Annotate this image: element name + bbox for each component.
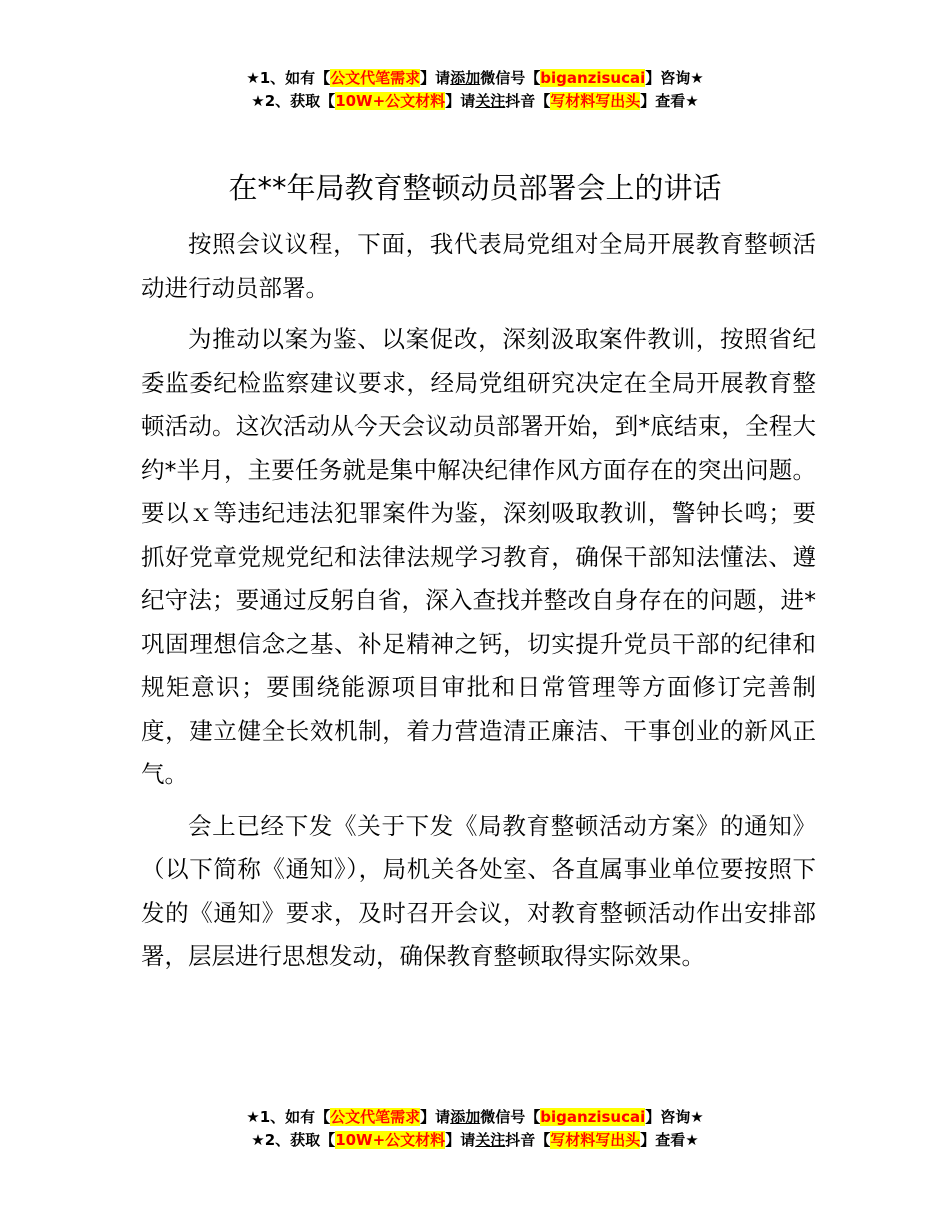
- banner-text: 】咨询★: [645, 69, 704, 87]
- document-title: 在**年局教育整顿动员部署会上的讲话: [228, 171, 722, 205]
- banner-highlight: 公文代笔需求: [330, 1108, 421, 1126]
- banner-highlight: 10W+公文材料: [335, 1131, 446, 1149]
- paragraph-2: 为推动以案为鉴、以案促改，深刻汲取案件教训，按照省纪委监委纪检监察建议要求，经局党组研究决定在全局开展教育整顿活动。这次活动从今天会议动员部署开始，到*底结束，全程大约*半月，主要任务就是集中解决纪律作风方面存在的突出问题。要以ｘ等违纪违法犯罪案件为鉴，深刻吸取教训，警钟长鸣；要抓好党章党规党纪和法律法规学习教育，确保干部知法懂法、遵纪守法；要通过反躬自省，深入查找并整改自身存在的问题，进*巩固理想信念之基、补足精神之钙，切实提升党员干部的纪律和规矩意识；要围绕能源项目审批和日常管理等方面修订完善制度，建立健全长效机制，着力营造清正廉洁、干事创业的新风正气。: [141, 325, 816, 788]
- banner-text: ★1、如有【: [246, 69, 331, 87]
- banner-text: 抖音【: [505, 92, 551, 110]
- banner-text: 微信号【: [480, 69, 541, 87]
- paragraph-1: 按照会议议程，下面，我代表局党组对全局开展教育整顿活动进行动员部署。: [141, 230, 816, 302]
- banner-text: 微信号【: [480, 1108, 541, 1126]
- banner-text: ★2、获取【: [251, 1131, 336, 1149]
- banner-line-1: [0, 1106, 950, 1129]
- banner-highlight: 10W+公文材料: [335, 92, 446, 110]
- banner-line-2: [0, 90, 950, 113]
- banner-text: 】请: [445, 1131, 476, 1149]
- banner-wechat-id: biganzisucai: [540, 69, 646, 87]
- banner-text: 】请: [420, 1108, 451, 1126]
- banner-wechat-id: biganzisucai: [540, 1108, 646, 1126]
- document-body: [141, 223, 816, 979]
- banner-highlight: 公文代笔需求: [330, 69, 421, 87]
- banner-line-2: [0, 1129, 950, 1152]
- banner-text: 抖音【: [505, 1131, 551, 1149]
- paragraph-3: 会上已经下发《关于下发《局教育整顿活动方案》的通知》（以下简称《通知》），局机关各处室、各直属事业单位要按照下发的《通知》要求，及时召开会议，对教育整顿活动作出安排部署，层层进行思想发动，确保教育整顿取得实际效果。: [141, 811, 816, 970]
- banner-underlined-text: 关注: [475, 92, 506, 110]
- banner-douyin-name: 写材料写出头: [550, 1131, 641, 1149]
- banner-text: 】请: [445, 92, 476, 110]
- banner-text: 】查看★: [640, 1131, 699, 1149]
- banner-underlined-text: 添加: [450, 69, 481, 87]
- banner-text: ★2、获取【: [251, 92, 336, 110]
- banner-text: 】查看★: [640, 92, 699, 110]
- header-banner: [0, 67, 950, 113]
- banner-line-1: [0, 67, 950, 90]
- footer-banner: [0, 1106, 950, 1152]
- banner-underlined-text: 添加: [450, 1108, 481, 1126]
- banner-underlined-text: 关注: [475, 1131, 506, 1149]
- banner-douyin-name: 写材料写出头: [550, 92, 641, 110]
- banner-text: ★1、如有【: [246, 1108, 331, 1126]
- banner-text: 】请: [420, 69, 451, 87]
- banner-text: 】咨询★: [645, 1108, 704, 1126]
